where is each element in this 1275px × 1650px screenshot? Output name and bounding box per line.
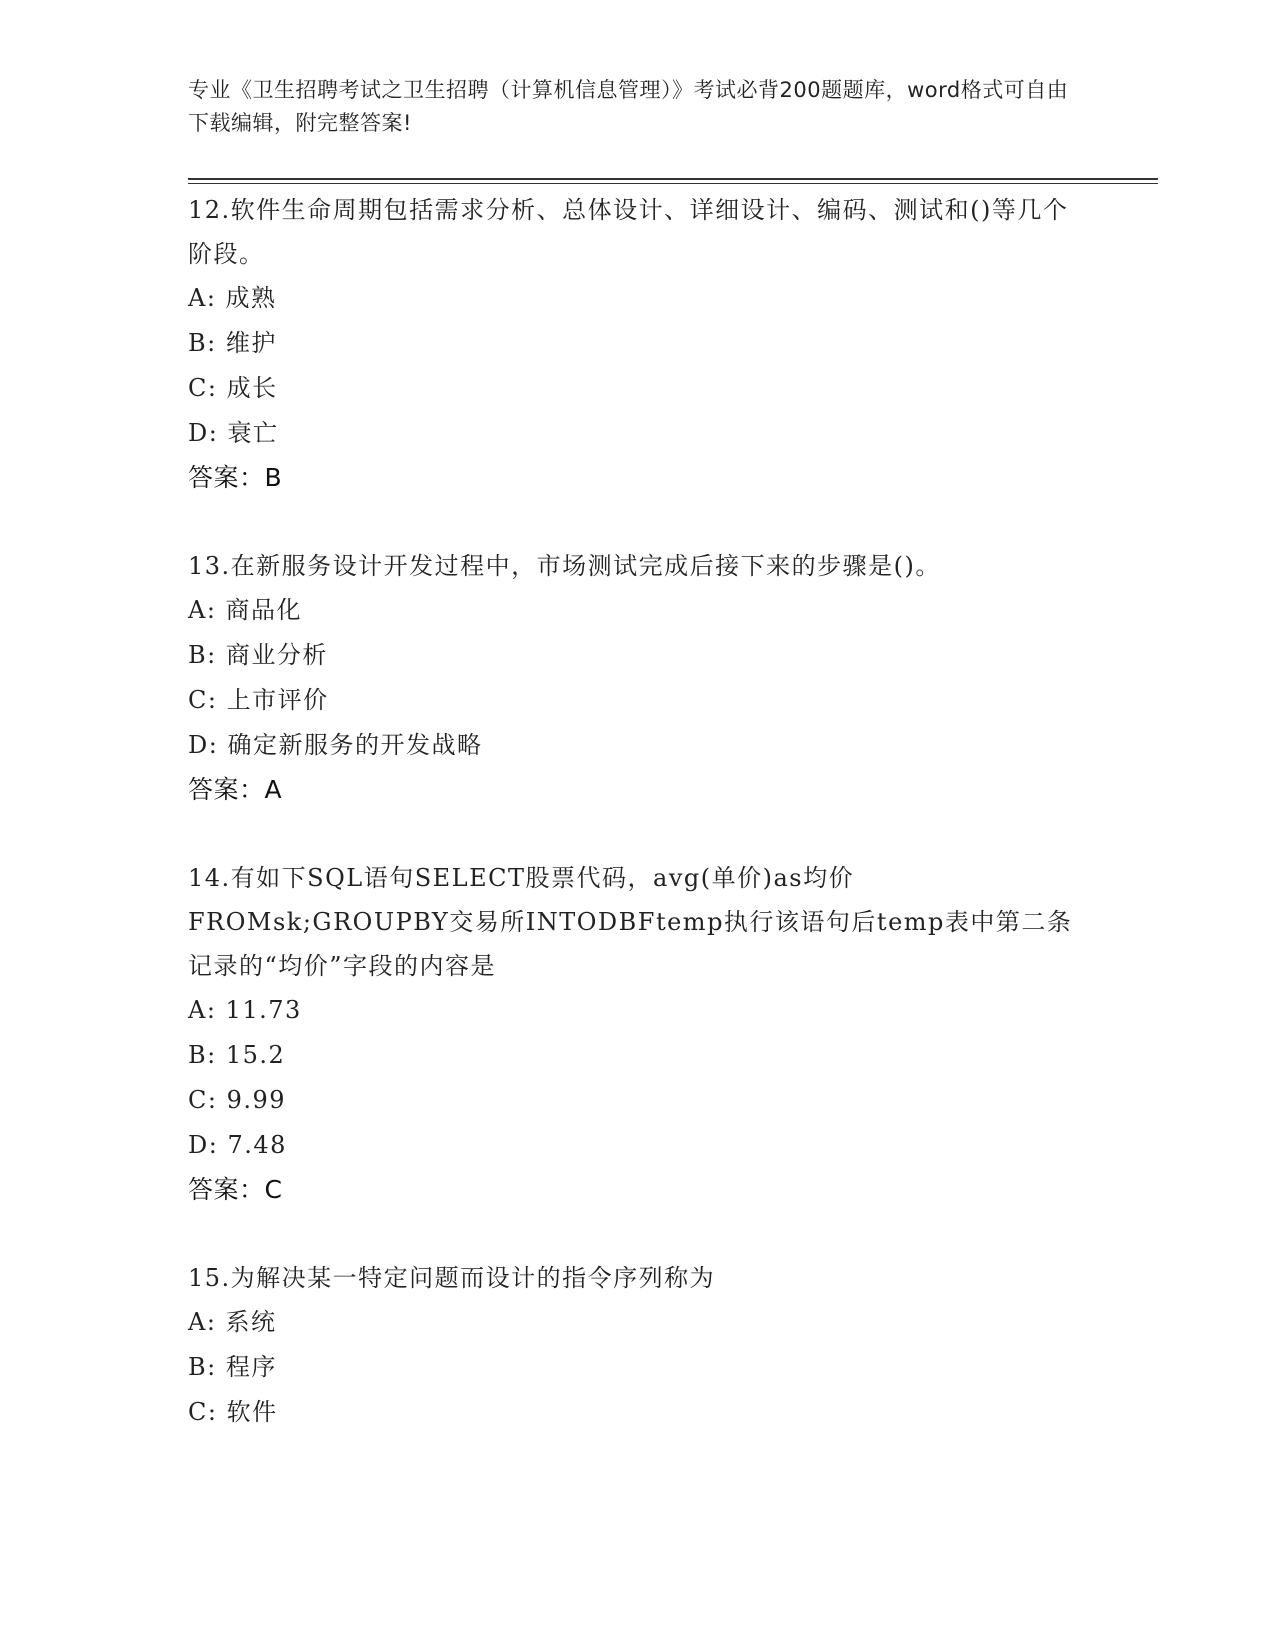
question-gap bbox=[188, 1213, 1088, 1256]
answer-label: 答案：A bbox=[188, 775, 283, 804]
question-stem: 12.软件生命周期包括需求分析、总体设计、详细设计、编码、测试和()等几个阶段。 bbox=[188, 196, 1069, 268]
option-c: C: 9.99 bbox=[188, 1086, 287, 1114]
question-14 bbox=[188, 856, 1088, 1213]
option-c: C: 成长 bbox=[188, 374, 278, 402]
option-a: A: 商品化 bbox=[188, 596, 303, 624]
option-b: B: 商业分析 bbox=[188, 641, 328, 669]
option-a: A: 11.73 bbox=[188, 996, 302, 1024]
question-list bbox=[188, 188, 1088, 1435]
header-divider bbox=[188, 178, 1158, 184]
option-c: C: 软件 bbox=[188, 1398, 278, 1426]
option-b: B: 15.2 bbox=[188, 1041, 286, 1069]
option-a: A: 系统 bbox=[188, 1308, 277, 1336]
question-stem: 14.有如下SQL语句SELECT股票代码，avg(单价)as均价FROMsk;GROUPBY交易所INTODBFtemp执行该语句后temp表中第二条记录的“均价”字段的内容是 bbox=[188, 864, 1073, 980]
question-stem: 13.在新服务设计开发过程中，市场测试完成后接下来的步骤是()。 bbox=[188, 552, 941, 580]
answer-label: 答案：C bbox=[188, 1175, 283, 1204]
question-stem: 15.为解决某一特定问题而设计的指令序列称为 bbox=[188, 1264, 716, 1292]
option-b: B: 程序 bbox=[188, 1353, 277, 1381]
answer-label: 答案：B bbox=[188, 463, 283, 492]
option-b: B: 维护 bbox=[188, 329, 277, 357]
option-a: A: 成熟 bbox=[188, 284, 277, 312]
question-12 bbox=[188, 188, 1088, 501]
option-d: D: 确定新服务的开发战略 bbox=[188, 731, 483, 759]
option-d: D: 7.48 bbox=[188, 1131, 287, 1159]
option-d: D: 衰亡 bbox=[188, 419, 279, 447]
question-15 bbox=[188, 1256, 1088, 1435]
question-13 bbox=[188, 544, 1088, 813]
question-gap bbox=[188, 813, 1088, 856]
document-intro: 专业《卫生招聘考试之卫生招聘（计算机信息管理）》考试必背200题题库，word格式可自由下载编辑，附完整答案! bbox=[188, 78, 1069, 135]
option-c: C: 上市评价 bbox=[188, 686, 329, 714]
question-gap bbox=[188, 501, 1088, 544]
